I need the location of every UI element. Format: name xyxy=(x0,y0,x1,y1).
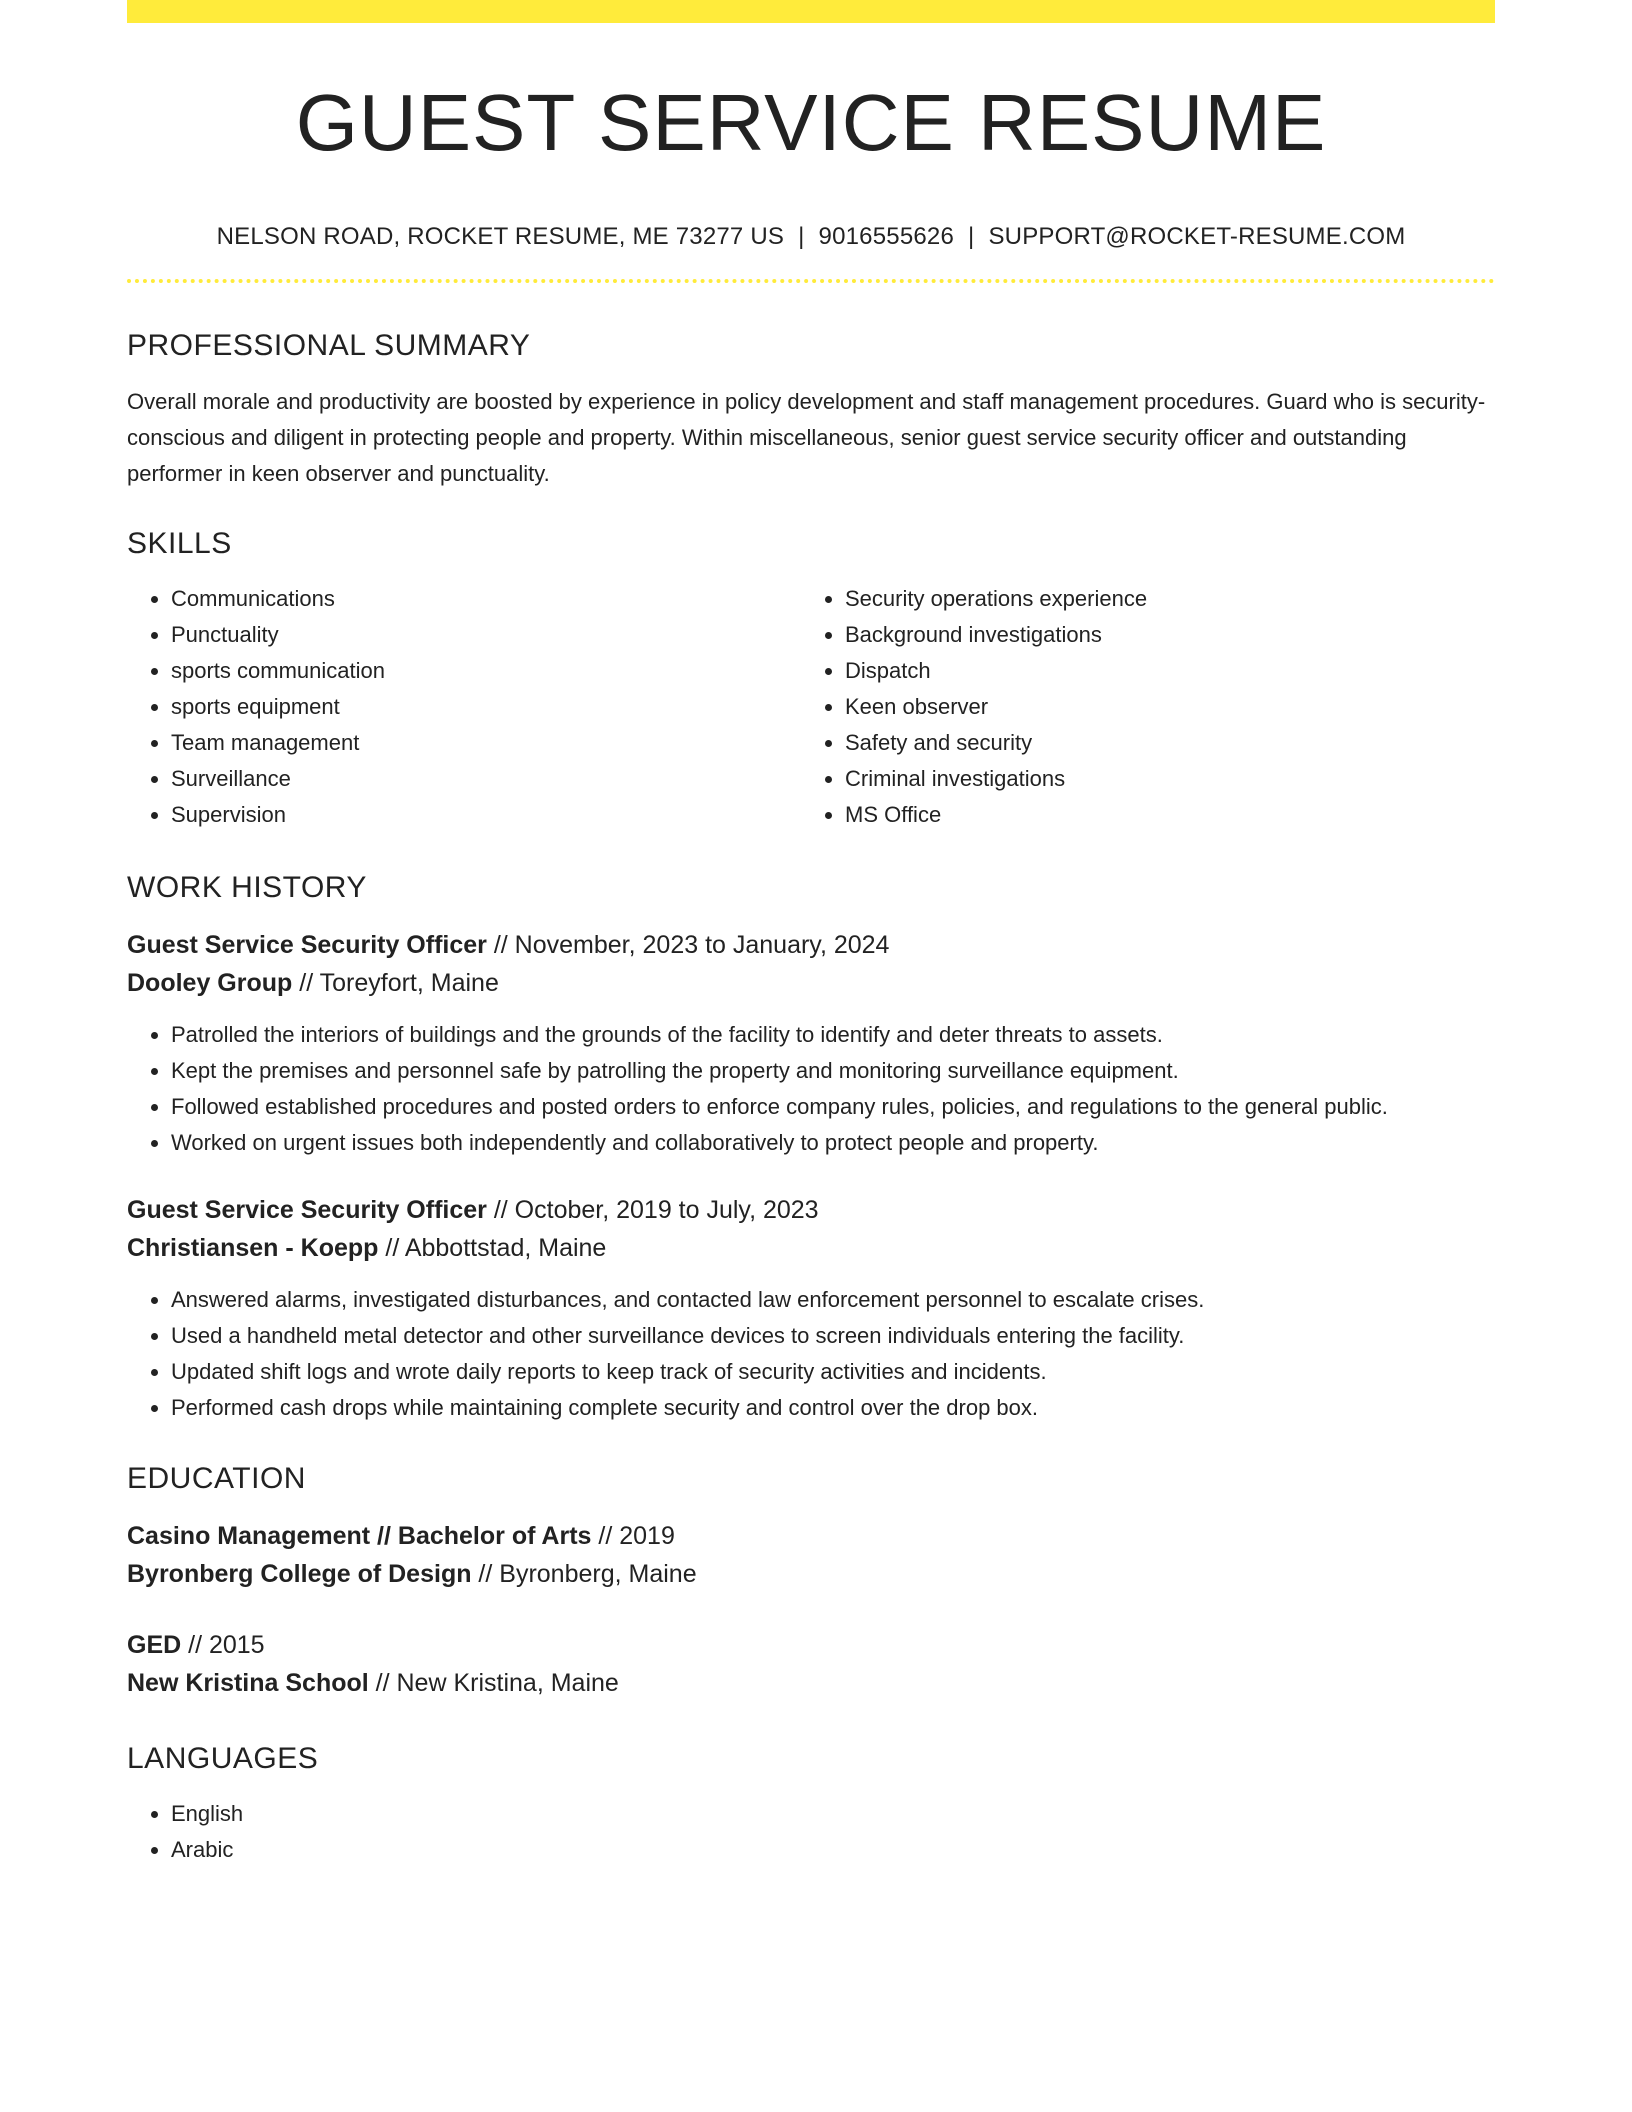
skills-grid xyxy=(127,581,1495,833)
job-location: // Toreyfort, Maine xyxy=(292,969,499,997)
education-heading: EDUCATION xyxy=(127,1462,306,1495)
education-degree: Casino Management // Bachelor of Arts xyxy=(127,1522,592,1550)
summary-heading: PROFESSIONAL SUMMARY xyxy=(127,329,531,362)
accent-top-bar xyxy=(127,0,1495,23)
language-item: • Arabic xyxy=(171,1832,1495,1868)
contact-phone: 9016555626 xyxy=(818,223,955,250)
job-title-line xyxy=(127,1191,1495,1229)
job-company-line xyxy=(127,964,1495,1002)
job-dates: // October, 2019 to July, 2023 xyxy=(486,1196,819,1224)
resume-page xyxy=(127,0,1495,1868)
job-location: // Abbottstad, Maine xyxy=(378,1234,607,1262)
page-title: GUEST SERVICE RESUME xyxy=(295,78,1327,167)
skill-item: • Background investigations xyxy=(845,617,1475,653)
contact-line xyxy=(127,225,1495,249)
skill-item: • Criminal investigations xyxy=(845,761,1475,797)
skill-item: • sports communication xyxy=(171,653,801,689)
languages-heading: LANGUAGES xyxy=(127,1742,319,1775)
job-bullet: • Updated shift logs and wrote daily reports to keep track of security activities and incidents. xyxy=(171,1354,1495,1390)
education-school: Byronberg College of Design xyxy=(127,1560,472,1588)
education-degree-line xyxy=(127,1626,1495,1664)
education-entry xyxy=(127,1517,1495,1593)
job-bullet: • Followed established procedures and posted orders to enforce company rules, policies, and regulations to the general public. xyxy=(171,1089,1495,1125)
contact-separator: | xyxy=(798,223,805,250)
education-year: // 2019 xyxy=(591,1522,675,1550)
job-bullet: • Performed cash drops while maintaining complete security and control over the drop box. xyxy=(171,1390,1495,1426)
job-title: Guest Service Security Officer xyxy=(127,1196,487,1224)
contact-address: NELSON ROAD, ROCKET RESUME, ME 73277 US xyxy=(216,223,785,250)
job-bullet: • Kept the premises and personnel safe by patrolling the property and monitoring surveillance equipment. xyxy=(171,1053,1495,1089)
education-location: // New Kristina, Maine xyxy=(368,1669,619,1697)
skill-item: • Dispatch xyxy=(845,653,1475,689)
job-title-line xyxy=(127,926,1495,964)
job-bullet: • Patrolled the interiors of buildings and the grounds of the facility to identify and deter threats to assets. xyxy=(171,1017,1495,1053)
skill-item: • MS Office xyxy=(845,797,1475,833)
skills-column-left xyxy=(127,581,801,833)
education-school: New Kristina School xyxy=(127,1669,369,1697)
skill-item: • Surveillance xyxy=(171,761,801,797)
job-company-line xyxy=(127,1229,1495,1267)
education-year: // 2015 xyxy=(181,1631,265,1659)
summary-text: Overall morale and productivity are boosted by experience in policy development and staff management procedures. Guard who is security-conscious and diligent in protecting people and property. Within miscellaneous, senior guest service security officer and outstanding performer in keen observer and punctuality. xyxy=(127,389,1486,486)
language-item: • English xyxy=(171,1796,1495,1832)
job-dates: // November, 2023 to January, 2024 xyxy=(486,931,890,959)
skill-item: • Team management xyxy=(171,725,801,761)
contact-separator: | xyxy=(968,223,975,250)
skill-item: • Punctuality xyxy=(171,617,801,653)
work-history-heading: WORK HISTORY xyxy=(127,871,367,904)
education-location: // Byronberg, Maine xyxy=(471,1560,697,1588)
job-company: Dooley Group xyxy=(127,969,293,997)
education-school-line xyxy=(127,1664,1495,1702)
job-bullet: • Answered alarms, investigated disturbances, and contacted law enforcement personnel to escalate crises. xyxy=(171,1282,1495,1318)
skills-column-right xyxy=(801,581,1475,833)
skill-item: • Communications xyxy=(171,581,801,617)
skill-item: • sports equipment xyxy=(171,689,801,725)
job-bullet: • Worked on urgent issues both independently and collaboratively to protect people and property. xyxy=(171,1125,1495,1161)
skill-item: • Safety and security xyxy=(845,725,1475,761)
job-bullet: • Used a handheld metal detector and other surveillance devices to screen individuals entering the facility. xyxy=(171,1318,1495,1354)
job-entry xyxy=(127,926,1495,1161)
job-company: Christiansen - Koepp xyxy=(127,1234,379,1262)
education-degree: GED xyxy=(127,1631,182,1659)
skills-heading: SKILLS xyxy=(127,527,232,560)
job-entry xyxy=(127,1191,1495,1426)
skill-item: • Security operations experience xyxy=(845,581,1475,617)
dotted-divider xyxy=(127,279,1495,283)
education-school-line xyxy=(127,1555,1495,1593)
job-title: Guest Service Security Officer xyxy=(127,931,487,959)
skill-item: • Keen observer xyxy=(845,689,1475,725)
education-degree-line xyxy=(127,1517,1495,1555)
skill-item: • Supervision xyxy=(171,797,801,833)
education-entry xyxy=(127,1626,1495,1702)
contact-email: SUPPORT@ROCKET-RESUME.COM xyxy=(988,223,1406,250)
